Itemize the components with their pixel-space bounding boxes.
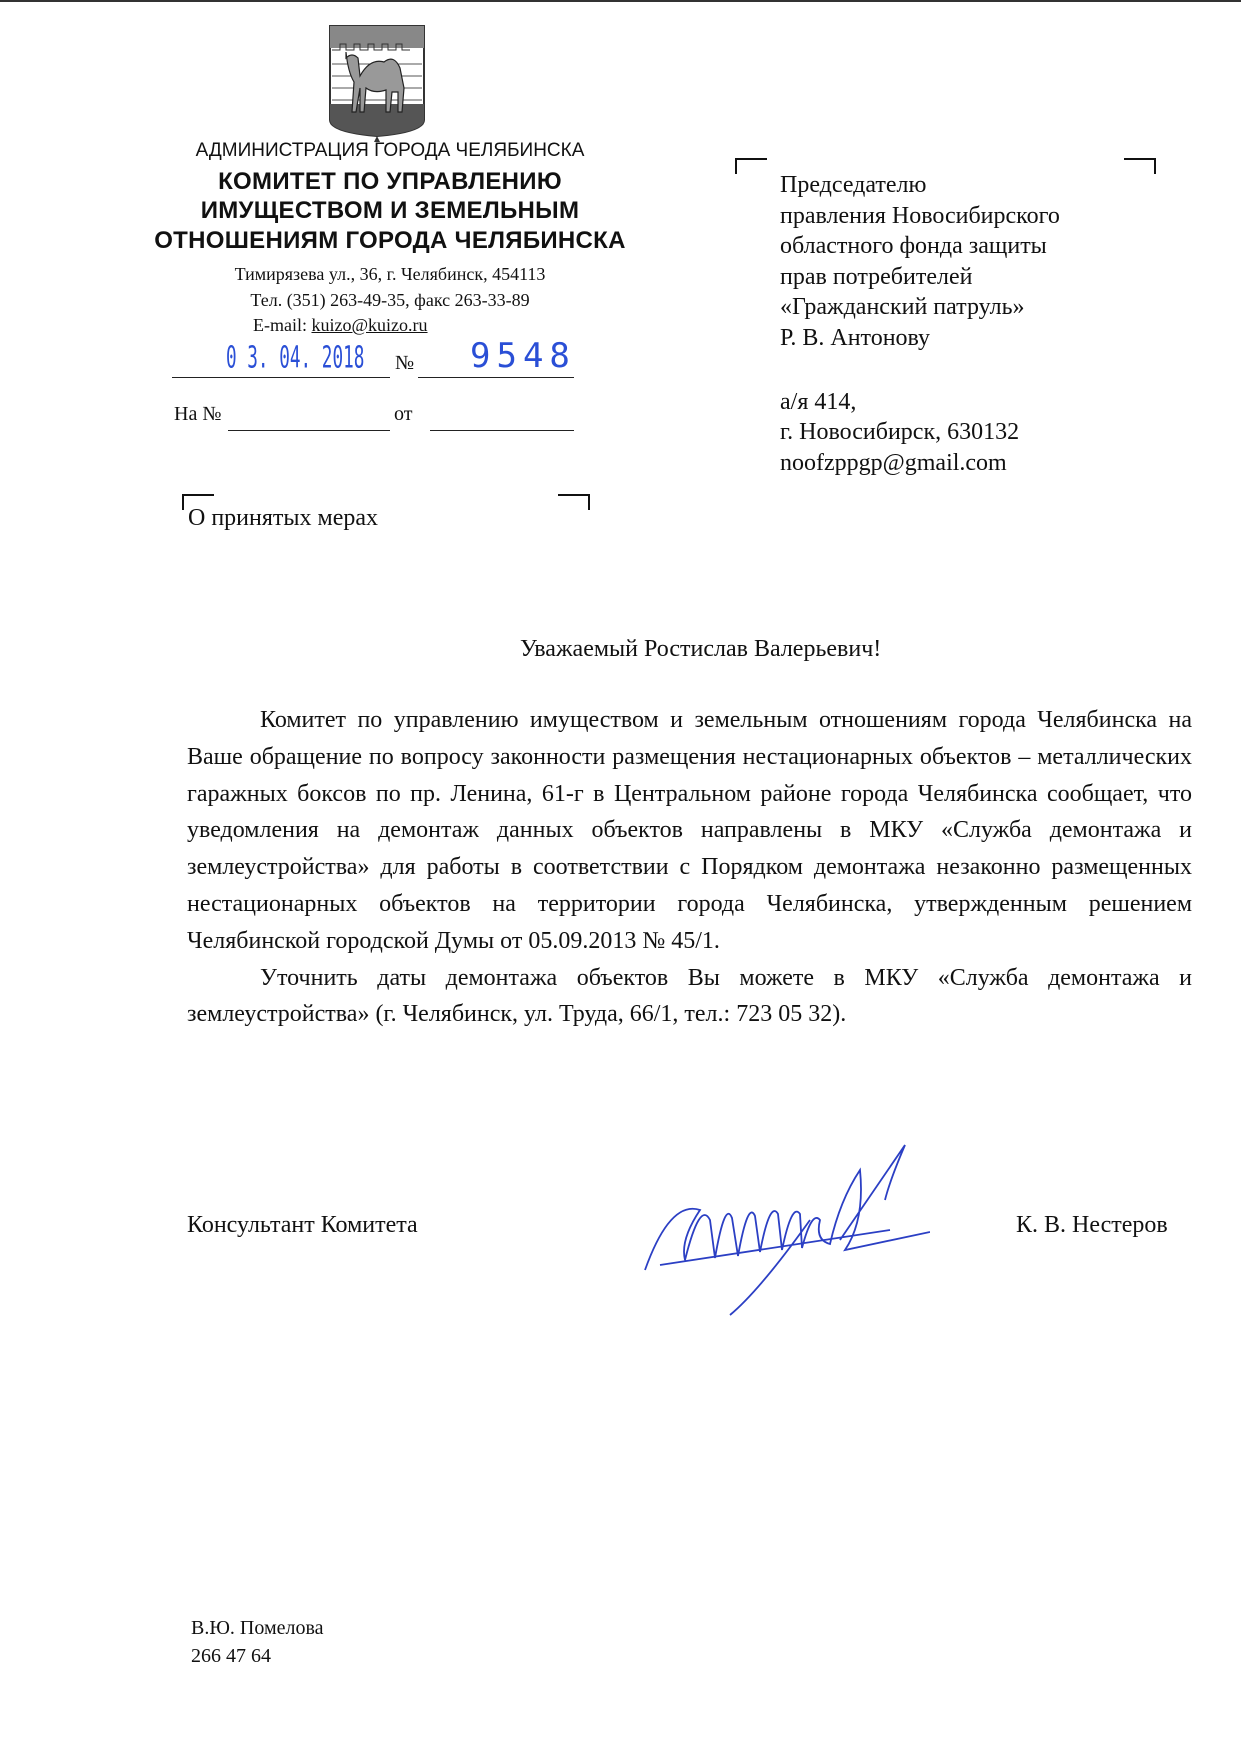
reply-from-label: от [394,403,413,425]
reply-to-label: На № [174,403,222,425]
committee-name-line-2: ИМУЩЕСТВОМ И ЗЕМЕЛЬНЫМ [200,197,580,224]
reply-number-line [228,430,390,431]
signatory-name: К. В. Нестеров [1016,1212,1168,1238]
recipient-address-line: г. Новосибирск, 630132 [780,419,1020,446]
coat-of-arms-logo [328,24,426,142]
date-underline [172,377,390,378]
recipient-corner-right [1124,158,1156,174]
handwritten-signature [640,1140,930,1320]
body-paragraph: Уточнить даты демонтажа объектов Вы можете в МКУ «Служба демонтажа и землеустройства» (г. Челябинск, ул. Труда, 66/1, тел.: 723 05 32). [187,964,1192,1028]
recipient-email: noofzppgp@gmail.com [780,449,1007,476]
recipient-line: прав потребителей [780,263,973,290]
reply-date-line [430,430,574,431]
email-label: E-mail: [253,315,312,335]
recipient-address-line: а/я 414, [780,388,857,415]
scan-edge [0,0,1241,2]
registration-number-stamp: 9548 [470,336,576,376]
registration-date-stamp: 0 3. 04. 2018 [226,340,365,376]
body-paragraph: Комитет по управлению имуществом и земельным отношениям города Челябинска на Ваше обращение по вопросу законности размещения нестационарных объектов – металлических гаражных боксов по пр. Ленина, 61-г в Центральном районе города Челябинска сообщает, что уведомления на демонтаж данных объектов направлены в МКУ «Служба демонтажа и землеустройства» для работы в соответствии с Порядком демонтажа незаконно размещенных нестационарных объектов на территории города Челябинска, утвержденным решением Челябинской городской Думы от 05.09.2013 № 45/1. [187,707,1192,954]
recipient-line: Р. В. Антонову [780,324,931,351]
committee-name-line-3: ОТНОШЕНИЯМ ГОРОДА ЧЕЛЯБИНСКА [154,227,626,254]
committee-phone: Тел. (351) 263-49-35, факс 263-33-89 [250,290,530,310]
recipient-line: правления Новосибирского [780,202,1060,229]
recipient-block [780,170,1060,478]
number-sign: № [395,352,415,374]
recipient-line: Председателю [780,172,927,198]
administration-name: АДМИНИСТРАЦИЯ ГОРОДА ЧЕЛЯБИНСКА [195,140,585,161]
email-link[interactable]: kuizo@kuizo.ru [311,315,428,335]
executor-name: В.Ю. Помелова [191,1617,324,1639]
committee-address: Тимирязева ул., 36, г. Челябинск, 454113 [234,264,546,284]
recipient-line: «Гражданский патруль» [780,294,1025,321]
committee-email-row [253,315,428,336]
recipient-corner-left [735,158,767,174]
number-underline [418,377,574,378]
committee-name-line-1: КОМИТЕТ ПО УПРАВЛЕНИЮ [218,168,562,195]
subject-corner-right [558,494,590,510]
subject-line: О принятых мерах [188,505,379,531]
recipient-line: областного фонда защиты [780,233,1047,260]
executor-phone: 266 47 64 [191,1645,271,1667]
letter-body [187,702,1192,1033]
signatory-position: Консультант Комитета [187,1212,418,1238]
greeting: Уважаемый Ростислав Валерьевич! [520,636,882,662]
